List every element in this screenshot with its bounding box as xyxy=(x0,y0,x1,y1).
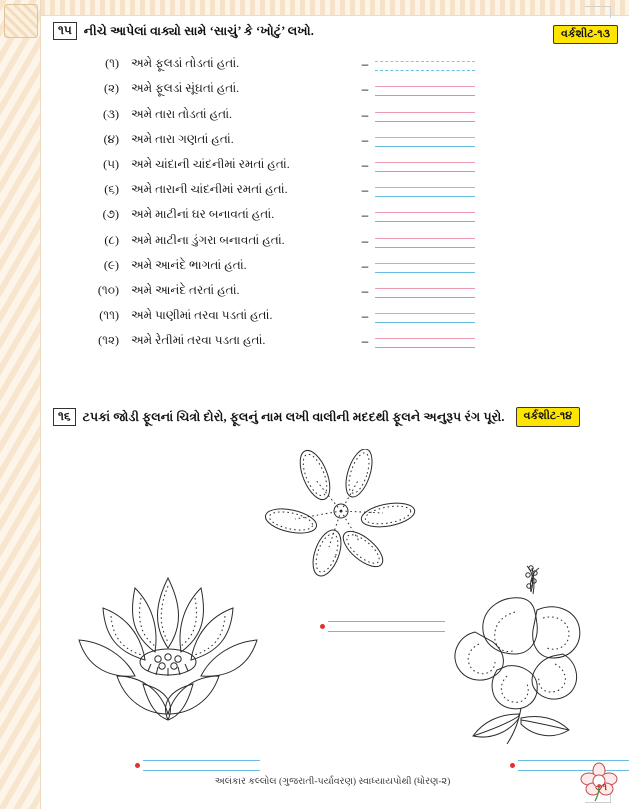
footer-book-title: અલંકાર કલ્લોલ (ગુજરાતી-પર્યાવરણ) સ્વાધ્યાયપોથી (ધોરણ-૨) xyxy=(214,777,451,787)
list-item xyxy=(79,275,609,300)
worksheet-content xyxy=(45,22,620,782)
answer-input-1[interactable] xyxy=(375,56,475,73)
item-dash: – xyxy=(361,258,369,273)
ruled-line-blue xyxy=(375,70,475,71)
item-dash: – xyxy=(361,309,369,324)
ruled-line-pink xyxy=(375,61,475,62)
decorative-left-border xyxy=(0,0,40,809)
ruled-line-pink xyxy=(375,112,475,113)
list-item xyxy=(79,250,609,275)
question-15-number: ૧૫ xyxy=(53,22,77,40)
item-sentence: અમે તારા તોડતાં હતાં. xyxy=(131,106,233,121)
item-number: (૭) xyxy=(102,207,119,222)
worksheet-tag-14-label: વર્કશીટ-૧૪ xyxy=(516,407,581,427)
item-number: (૩) xyxy=(103,106,119,121)
worksheet-tag-13 xyxy=(553,24,618,42)
list-item xyxy=(79,124,609,149)
answer-input-2[interactable] xyxy=(375,81,475,98)
item-dash: – xyxy=(361,82,369,97)
ruled-line-pink xyxy=(375,187,475,188)
question-16-block xyxy=(53,407,620,427)
item-number: (૨) xyxy=(103,81,119,96)
ruled-line-blue xyxy=(375,221,475,222)
ruled-line-pink xyxy=(375,288,475,289)
flower-lotus-svg xyxy=(63,564,273,744)
answer-input-6[interactable] xyxy=(375,182,475,199)
question-15-heading xyxy=(53,22,620,40)
question-15-instruction: નીચે આપેલાં વાક્યો સામે ‘સાચું’ કે ‘ખોટું’ લખો. xyxy=(83,23,315,38)
list-item xyxy=(79,174,609,199)
flower-tracing-area xyxy=(45,434,620,764)
answer-input-8[interactable] xyxy=(375,233,475,250)
item-dash: – xyxy=(361,334,369,349)
item-number: (૧૨) xyxy=(98,333,119,348)
item-sentence: અમે ચાંદાની ચાંદનીમાં રમતાં હતાં. xyxy=(131,156,290,171)
answer-input-5[interactable] xyxy=(375,157,475,174)
question-15-items xyxy=(79,48,609,350)
answer-input-11[interactable] xyxy=(375,308,475,325)
item-number: (૧૦) xyxy=(97,282,119,297)
left-border-edge xyxy=(40,0,41,809)
list-item xyxy=(79,325,609,350)
item-dash: – xyxy=(361,132,369,147)
question-16-number: ૧૬ xyxy=(53,408,76,426)
ruled-line-blue xyxy=(375,146,475,147)
flower-outline-top xyxy=(255,449,435,584)
ruled-line-pink xyxy=(375,263,475,264)
ruled-line-pink xyxy=(375,162,475,163)
flower-name-input-1[interactable] xyxy=(320,620,445,636)
item-sentence: અમે તારાની ચાંદનીમાં રમતાં હતાં. xyxy=(131,182,288,197)
item-sentence: અમે આનંદે તરતાં હતાં. xyxy=(131,282,240,297)
ruled-line-pink xyxy=(375,86,475,87)
flower-top-svg xyxy=(255,449,435,579)
item-dash: – xyxy=(361,57,369,72)
item-dash: – xyxy=(361,208,369,223)
item-number: (૮) xyxy=(104,232,119,247)
red-dot-icon xyxy=(135,763,140,768)
item-dash: – xyxy=(361,233,369,248)
ruled-line-blue xyxy=(328,631,445,632)
item-number: (૯) xyxy=(103,257,119,272)
ruled-line-pink xyxy=(375,238,475,239)
flower-outline-hibiscus xyxy=(435,562,610,752)
ruled-line-pink xyxy=(375,212,475,213)
ruled-line-blue xyxy=(375,322,475,323)
list-item xyxy=(79,149,609,174)
item-sentence: અમે માટીનાં ઘર બનાવતાં હતાં. xyxy=(131,207,275,222)
answer-input-12[interactable] xyxy=(375,333,475,350)
item-sentence: અમે રેતીમાં તરવા પડતા હતાં. xyxy=(131,333,266,348)
list-item xyxy=(79,48,609,73)
crop-mark-top-right-vertical xyxy=(610,6,611,18)
item-number: (૬) xyxy=(104,182,119,197)
ruled-line-blue xyxy=(375,347,475,348)
answer-input-4[interactable] xyxy=(375,132,475,149)
list-item xyxy=(79,199,609,224)
question-15-block xyxy=(53,22,620,349)
question-16-heading xyxy=(53,407,620,427)
item-dash: – xyxy=(361,107,369,122)
ruled-line-blue xyxy=(375,171,475,172)
ruled-line-blue xyxy=(375,272,475,273)
page-number: ૭૧ xyxy=(595,782,607,793)
answer-input-10[interactable] xyxy=(375,283,475,300)
item-number: (૪) xyxy=(103,131,119,146)
item-dash: – xyxy=(361,157,369,172)
ruled-line-blue xyxy=(375,247,475,248)
decorative-top-border xyxy=(0,0,629,16)
item-sentence: અમે આનંદે ભાગતાં હતાં. xyxy=(131,257,247,272)
item-sentence: અમે તારા ગણતાં હતાં. xyxy=(131,131,234,146)
answer-input-9[interactable] xyxy=(375,258,475,275)
flower-hibiscus-svg xyxy=(435,562,610,747)
ruled-line-pink xyxy=(375,137,475,138)
ruled-line-blue xyxy=(143,760,260,761)
question-16-instruction: ટપકાં જોડી ફૂલનાં ચિત્રો દોરો, ફૂલનું નામ લખી વાલીની મદદથી ફૂલને અનુરૂપ રંગ પૂરો. xyxy=(82,409,505,424)
item-number: (૧૧) xyxy=(99,308,119,323)
crop-mark-top-right xyxy=(585,6,611,7)
item-number: (૧) xyxy=(105,56,119,71)
ruled-line-pink xyxy=(375,313,475,314)
ruled-line-blue xyxy=(375,297,475,298)
item-sentence: અમે પાણીમાં તરવા પડતાં હતાં. xyxy=(131,308,273,323)
page-number-flower-icon xyxy=(577,759,621,803)
list-item xyxy=(79,98,609,123)
list-item xyxy=(79,73,609,98)
corner-ornament-icon xyxy=(4,4,38,38)
item-dash: – xyxy=(361,183,369,198)
answer-input-7[interactable] xyxy=(375,207,475,224)
item-sentence: અમે ફૂલડાં સૂંઘતાં હતાં. xyxy=(131,81,240,96)
item-number: (૫) xyxy=(103,156,119,171)
item-dash: – xyxy=(361,283,369,298)
item-sentence: અમે ફૂલડાં તોડતાં હતાં. xyxy=(131,56,240,71)
ruled-line-blue xyxy=(328,621,445,622)
flower-outline-lotus xyxy=(63,564,273,749)
red-dot-icon xyxy=(320,624,325,629)
item-sentence: અમે માટીના ડુંગરા બનાવતાં હતાં. xyxy=(131,232,285,247)
ruled-line-pink xyxy=(375,338,475,339)
ruled-line-blue xyxy=(375,121,475,122)
ruled-line-blue xyxy=(375,196,475,197)
list-item xyxy=(79,300,609,325)
ruled-line-blue xyxy=(375,95,475,96)
worksheet-tag-13-label: વર્કશીટ-૧૩ xyxy=(553,25,618,44)
answer-input-3[interactable] xyxy=(375,107,475,124)
footer xyxy=(45,771,620,789)
list-item xyxy=(79,224,609,249)
red-dot-icon xyxy=(510,763,515,768)
